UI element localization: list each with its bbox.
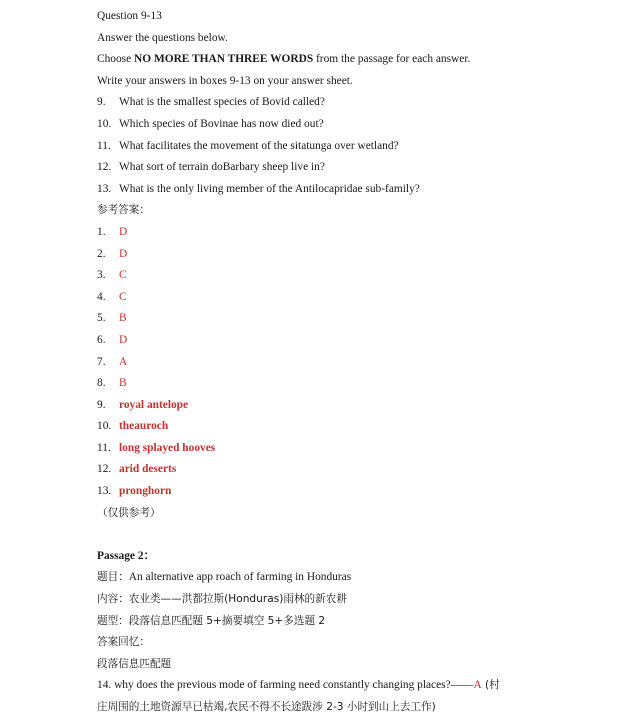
instruction-line-2	[97, 49, 637, 71]
answer-number: 8.	[97, 377, 106, 390]
answer-value: arid deserts	[119, 463, 177, 476]
question-14-note-continued: 庄周围的土地资源早已枯竭,农民不得不长途跋涉 2-3 小时到山上去工作)	[97, 701, 436, 713]
question-text: Which species of Bovinae has now died out?	[119, 117, 324, 130]
answer-value: C	[119, 269, 127, 282]
answer-recall-heading: 答案回忆：	[97, 636, 150, 649]
answers-heading: 参考答案：	[97, 204, 150, 217]
question-14	[97, 675, 637, 697]
answer-number: 9.	[97, 398, 106, 411]
question-item	[97, 179, 637, 201]
question-text: What is the only living member of the Antilocapridae sub-family?	[119, 182, 420, 195]
passage-title	[97, 567, 637, 589]
answer-item	[97, 330, 637, 352]
document-page	[97, 6, 637, 719]
answer-value: D	[119, 225, 128, 238]
question-number: 13.	[97, 182, 112, 195]
question-number: 10.	[97, 117, 112, 130]
question-number: 9.	[97, 96, 106, 109]
answer-item	[97, 438, 637, 460]
answer-item	[97, 244, 637, 266]
answer-item	[97, 287, 637, 309]
passage-title-label: 题目：	[97, 571, 129, 584]
answer-value: pronghorn	[119, 485, 172, 498]
question-heading: Question 9-13	[97, 10, 162, 22]
passage-type-value: 段落信息匹配题 5+摘要填空 5+多选题 2	[128, 614, 326, 627]
answer-value: A	[119, 355, 128, 368]
passage-content-label: 内容：	[97, 593, 129, 606]
question-item	[97, 157, 637, 179]
question-item	[97, 114, 637, 136]
question-14-answer: A	[473, 679, 482, 692]
passage-content-value: 农业类——洪都拉斯(Honduras)雨林的新农耕	[128, 593, 347, 606]
answer-item	[97, 373, 637, 395]
answer-item	[97, 481, 637, 503]
question-text: What is the smallest species of Bovid called?	[119, 96, 325, 109]
answer-number: 5.	[97, 312, 106, 325]
question-text: What facilitates the movement of the sitatunga over wetland?	[119, 139, 399, 152]
answer-item	[97, 459, 637, 481]
answer-value: D	[119, 333, 128, 346]
passage-heading: Passage 2：	[97, 549, 155, 562]
answer-number: 13.	[97, 485, 112, 498]
answer-number: 10.	[97, 420, 112, 433]
answer-number: 2.	[97, 247, 106, 260]
answer-item	[97, 308, 637, 330]
question-text: What sort of terrain doBarbary sheep live in?	[119, 161, 325, 174]
answer-number: 3.	[97, 269, 106, 282]
answer-number: 4.	[97, 290, 106, 303]
answer-number: 7.	[97, 355, 106, 368]
answer-number: 1.	[97, 225, 106, 238]
answer-value: theauroch	[119, 420, 169, 433]
answer-number: 12.	[97, 463, 112, 476]
question-item	[97, 136, 637, 158]
instruction-line-1: Answer the questions below.	[97, 31, 228, 44]
answer-number: 11.	[97, 441, 111, 454]
answer-number: 6.	[97, 333, 106, 346]
answer-value: long splayed hooves	[119, 441, 216, 454]
answer-item	[97, 352, 637, 374]
answer-value: B	[119, 377, 127, 390]
answer-value: C	[119, 290, 127, 303]
section-divider	[97, 524, 637, 546]
question-number: 12.	[97, 161, 112, 174]
answer-item	[97, 265, 637, 287]
instruction-text: from the passage for each answer.	[313, 53, 471, 66]
question-number: 11.	[97, 139, 111, 152]
instruction-text: Choose	[97, 53, 135, 66]
question-item	[97, 92, 637, 114]
passage-type	[97, 611, 637, 633]
question-14-text: 14. why does the previous mode of farming need constantly changing places?——	[97, 679, 474, 692]
passage-content	[97, 589, 637, 611]
answer-value: B	[119, 312, 127, 325]
answer-item	[97, 222, 637, 244]
question-14-note: (村	[481, 679, 500, 692]
answers-note: （仅供参考）	[97, 506, 161, 519]
instruction-emphasis: NO MORE THAN THREE WORDS	[134, 53, 314, 66]
answer-item	[97, 395, 637, 417]
passage-type-label: 题型：	[97, 614, 129, 627]
question-type-subheading: 段落信息匹配题	[97, 657, 172, 670]
passage-title-value: An alternative app roach of farming in Honduras	[128, 571, 352, 584]
answer-value: royal antelope	[119, 398, 189, 411]
answer-item	[97, 416, 637, 438]
answer-value: D	[119, 247, 128, 260]
instruction-line-3: Write your answers in boxes 9-13 on your answer sheet.	[97, 74, 353, 87]
